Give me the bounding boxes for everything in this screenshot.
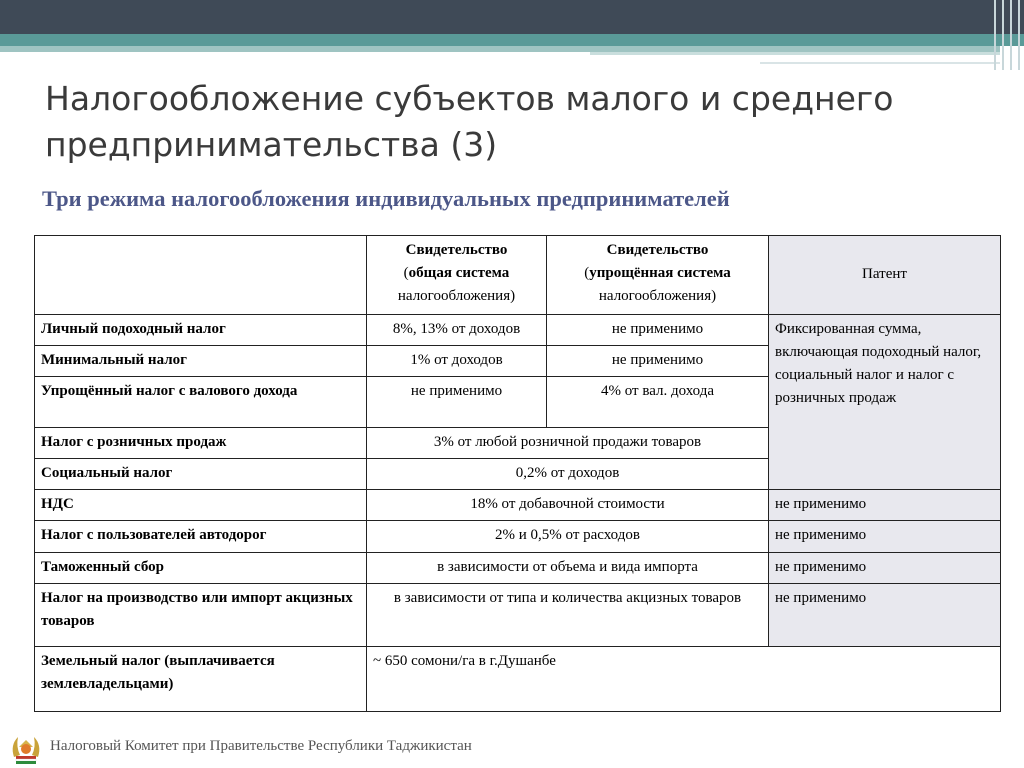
cell-general: 1% от доходов: [367, 345, 547, 376]
cell-both-certificates: в зависимости от типа и количества акцизных товаров: [367, 583, 769, 647]
cell-both-certificates: 2% и 0,5% от расходов: [367, 521, 769, 552]
row-label: Таможенный сбор: [35, 552, 367, 583]
cell-patent: не применимо: [769, 490, 1001, 521]
row-label: Налог с розничных продаж: [35, 427, 367, 458]
row-label: Личный подоходный налог: [35, 314, 367, 345]
cell-simplified: не применимо: [547, 314, 769, 345]
top-band-teal: [0, 34, 1024, 46]
row-label: Земельный налог (выплачивается землевладельцами): [35, 647, 367, 712]
header-certificate-simplified: Свидетельство (упрощённая система налогообложения): [547, 236, 769, 315]
table-row: [35, 521, 1001, 552]
row-label: Налог с пользователей автодорог: [35, 521, 367, 552]
row-label: Минимальный налог: [35, 345, 367, 376]
top-band-dark: [0, 0, 1024, 34]
tax-regimes-table: [34, 235, 1001, 712]
row-label: Упрощённый налог с валового дохода: [35, 377, 367, 427]
footer-organization: Налоговый Комитет при Правительстве Республики Таджикистан: [50, 738, 472, 754]
top-band-white: [600, 55, 950, 59]
cell-patent: не применимо: [769, 583, 1001, 647]
table-row: [35, 647, 1001, 712]
table-row: [35, 552, 1001, 583]
row-label: Социальный налог: [35, 458, 367, 489]
cell-both-certificates: 18% от добавочной стоимости: [367, 490, 769, 521]
table-row: [35, 314, 1001, 345]
table-row: [35, 583, 1001, 647]
cell-both-certificates: 3% от любой розничной продажи товаров: [367, 427, 769, 458]
cell-patent: не применимо: [769, 521, 1001, 552]
top-band-line: [760, 62, 1000, 64]
cell-patent: не применимо: [769, 552, 1001, 583]
slide-subtitle: Три режима налогообложения индивидуальных предпринимателей: [42, 186, 730, 211]
row-label: НДС: [35, 490, 367, 521]
row-label: Налог на производство или импорт акцизных товаров: [35, 583, 367, 647]
header-certificate-general: Свидетельство (общая система налогообложения): [367, 236, 547, 315]
header-empty-cell: [35, 236, 367, 315]
cell-patent-merged: Фиксированная сумма, включающая подоходный налог, социальный налог и налог с розничных продаж: [769, 314, 1001, 489]
table-header-row: [35, 236, 1001, 315]
cell-general: 8%, 13% от доходов: [367, 314, 547, 345]
cell-simplified: не применимо: [547, 345, 769, 376]
slide-title: Налогообложение субъектов малого и среднего предпринимательства (3): [45, 79, 894, 164]
cell-general: не применимо: [367, 377, 547, 427]
table-row: [35, 490, 1001, 521]
cell-all-regimes: ~ 650 сомони/га в г.Душанбе: [367, 647, 1001, 712]
cell-both-certificates: в зависимости от объема и вида импорта: [367, 552, 769, 583]
tajikistan-emblem-icon: [8, 731, 44, 765]
cell-simplified: 4% от вал. дохода: [547, 377, 769, 427]
decorative-bars: [990, 0, 1024, 70]
cell-both-certificates: 0,2% от доходов: [367, 458, 769, 489]
header-patent: Патент: [769, 236, 1001, 315]
